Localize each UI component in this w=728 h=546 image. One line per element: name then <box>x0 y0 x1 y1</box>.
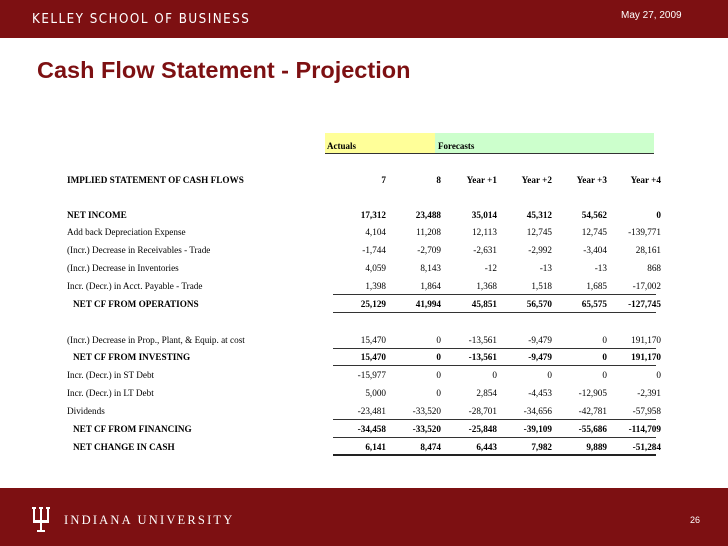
row-label: NET CHANGE IN CASH <box>73 442 175 452</box>
cell-value: 28,161 <box>635 245 661 255</box>
row-label: NET CF FROM FINANCING <box>73 424 192 434</box>
row-label: (Incr.) Decrease in Receivables - Trade <box>67 245 211 255</box>
row-label: NET CF FROM OPERATIONS <box>73 299 199 309</box>
cell-value: 1,368 <box>476 281 497 291</box>
cell-value: -13,561 <box>468 335 497 345</box>
cell-value: -12 <box>484 263 497 273</box>
cell-value: 5,000 <box>365 388 386 398</box>
table-row <box>0 388 728 402</box>
cell-value: 4,059 <box>365 263 386 273</box>
cell-value: 0 <box>436 370 441 380</box>
row-label: Incr. (Decr.) in Acct. Payable - Trade <box>67 281 203 291</box>
cell-value: 12,745 <box>526 227 552 237</box>
cell-value: 1,864 <box>420 281 441 291</box>
cell-value: 45,851 <box>471 299 497 309</box>
cell-value: 11,208 <box>416 227 441 237</box>
cell-value: 0 <box>492 370 497 380</box>
forecasts-band <box>435 133 654 154</box>
cell-value: -34,656 <box>523 406 552 416</box>
row-label: Incr. (Decr.) in ST Debt <box>67 370 155 380</box>
cell-value: 0 <box>547 370 552 380</box>
cell-value: 1,685 <box>586 281 607 291</box>
cell-value: 6,443 <box>476 442 497 452</box>
cell-value: 0 <box>602 352 607 362</box>
cell-value: 54,562 <box>581 210 607 220</box>
cell-value: -13 <box>594 263 607 273</box>
cell-value: -1,744 <box>362 245 386 255</box>
cell-value: -9,479 <box>528 335 552 345</box>
cell-value: Year +4 <box>630 175 661 185</box>
cell-value: 25,129 <box>360 299 386 309</box>
cell-value: -25,848 <box>468 424 497 434</box>
table-row <box>0 406 728 420</box>
cell-value: -127,745 <box>628 299 661 309</box>
page-number: 26 <box>690 515 701 525</box>
cell-value: -34,458 <box>357 424 386 434</box>
cell-value: -2,391 <box>637 388 661 398</box>
actuals-label: Actuals <box>327 141 356 151</box>
table-row <box>0 442 728 456</box>
cell-value: -12,905 <box>578 388 607 398</box>
row-label: Add back Depreciation Expense <box>67 227 186 237</box>
cell-value: -2,709 <box>417 245 441 255</box>
cell-value: 0 <box>656 210 661 220</box>
cell-value: -2,631 <box>473 245 497 255</box>
actuals-band <box>325 133 435 154</box>
cell-value: 12,113 <box>472 227 497 237</box>
table-row <box>0 352 728 366</box>
cell-value: -33,520 <box>412 406 441 416</box>
cell-value: 41,994 <box>415 299 441 309</box>
total-underline <box>333 437 656 438</box>
total-underline <box>333 419 656 420</box>
row-label: (Incr.) Decrease in Prop., Plant, & Equip. at cost <box>67 335 245 345</box>
cell-value: 35,014 <box>471 210 497 220</box>
row-label: NET CF FROM INVESTING <box>73 352 191 362</box>
cell-value: -23,481 <box>357 406 386 416</box>
cell-value: -57,958 <box>632 406 661 416</box>
cell-value: -33,520 <box>412 424 441 434</box>
cell-value: -139,771 <box>628 227 661 237</box>
cell-value: -15,977 <box>357 370 386 380</box>
cell-value: 4,104 <box>365 227 386 237</box>
cell-value: 8 <box>436 175 441 185</box>
table-row <box>0 299 728 313</box>
table-row <box>0 210 728 224</box>
cell-value: -13 <box>539 263 552 273</box>
cell-value: 7 <box>381 175 386 185</box>
cell-value: 0 <box>602 335 607 345</box>
cell-value: 0 <box>436 335 441 345</box>
cell-value: -9,479 <box>528 352 552 362</box>
cell-value: -42,781 <box>578 406 607 416</box>
cell-value: -114,709 <box>628 424 661 434</box>
cell-value: 191,170 <box>631 352 661 362</box>
cell-value: 9,889 <box>586 442 607 452</box>
total-underline <box>333 365 656 366</box>
table-row <box>0 281 728 295</box>
row-label: IMPLIED STATEMENT OF CASH FLOWS <box>67 175 244 185</box>
table-header-row <box>0 175 728 189</box>
cell-value: 7,982 <box>531 442 552 452</box>
cell-value: 0 <box>436 352 441 362</box>
table-row <box>0 263 728 277</box>
cell-value: 45,312 <box>526 210 552 220</box>
cell-value: 65,575 <box>581 299 607 309</box>
total-underline <box>333 312 656 313</box>
table-row <box>0 227 728 241</box>
cell-value: -17,002 <box>632 281 661 291</box>
row-label: NET INCOME <box>67 210 127 220</box>
cell-value: Year +1 <box>466 175 497 185</box>
total-underline <box>333 294 656 295</box>
table-row <box>0 370 728 384</box>
cell-value: 15,470 <box>360 352 386 362</box>
cell-value: 1,518 <box>531 281 552 291</box>
school-name: KELLEY SCHOOL OF BUSINESS <box>32 12 251 27</box>
row-label: Incr. (Decr.) in LT Debt <box>67 388 154 398</box>
row-label: Dividends <box>67 406 105 416</box>
total-underline <box>333 348 656 349</box>
cell-value: Year +2 <box>521 175 552 185</box>
cell-value: 8,143 <box>420 263 441 273</box>
row-label: (Incr.) Decrease in Inventories <box>67 263 179 273</box>
cell-value: -3,404 <box>583 245 607 255</box>
table-row <box>0 335 728 349</box>
trident-icon <box>30 507 52 533</box>
cell-value: 0 <box>436 388 441 398</box>
cell-value: -51,284 <box>632 442 661 452</box>
table-row <box>0 245 728 259</box>
cell-value: 0 <box>656 370 661 380</box>
cell-value: 17,312 <box>360 210 386 220</box>
table-row <box>0 424 728 438</box>
page-title: Cash Flow Statement - Projection <box>37 57 411 83</box>
cell-value: 12,745 <box>581 227 607 237</box>
slide-date: May 27, 2009 <box>621 10 682 21</box>
cell-value: 6,141 <box>365 442 386 452</box>
cell-value: -2,992 <box>528 245 552 255</box>
cell-value: 2,854 <box>476 388 497 398</box>
cell-value: 56,570 <box>526 299 552 309</box>
cell-value: 8,474 <box>420 442 441 452</box>
cell-value: -55,686 <box>578 424 607 434</box>
cell-value: -13,561 <box>468 352 497 362</box>
cell-value: -4,453 <box>528 388 552 398</box>
cell-value: 191,170 <box>631 335 661 345</box>
university-name: INDIANA UNIVERSITY <box>64 513 235 527</box>
cell-value: 23,488 <box>415 210 441 220</box>
cell-value: 868 <box>647 263 661 273</box>
forecasts-label: Forecasts <box>438 141 475 151</box>
cell-value: 15,470 <box>360 335 386 345</box>
cell-value: Year +3 <box>576 175 607 185</box>
cell-value: -39,109 <box>523 424 552 434</box>
cell-value: -28,701 <box>468 406 497 416</box>
total-underline <box>333 454 656 456</box>
cell-value: 0 <box>602 370 607 380</box>
cell-value: 1,398 <box>365 281 386 291</box>
